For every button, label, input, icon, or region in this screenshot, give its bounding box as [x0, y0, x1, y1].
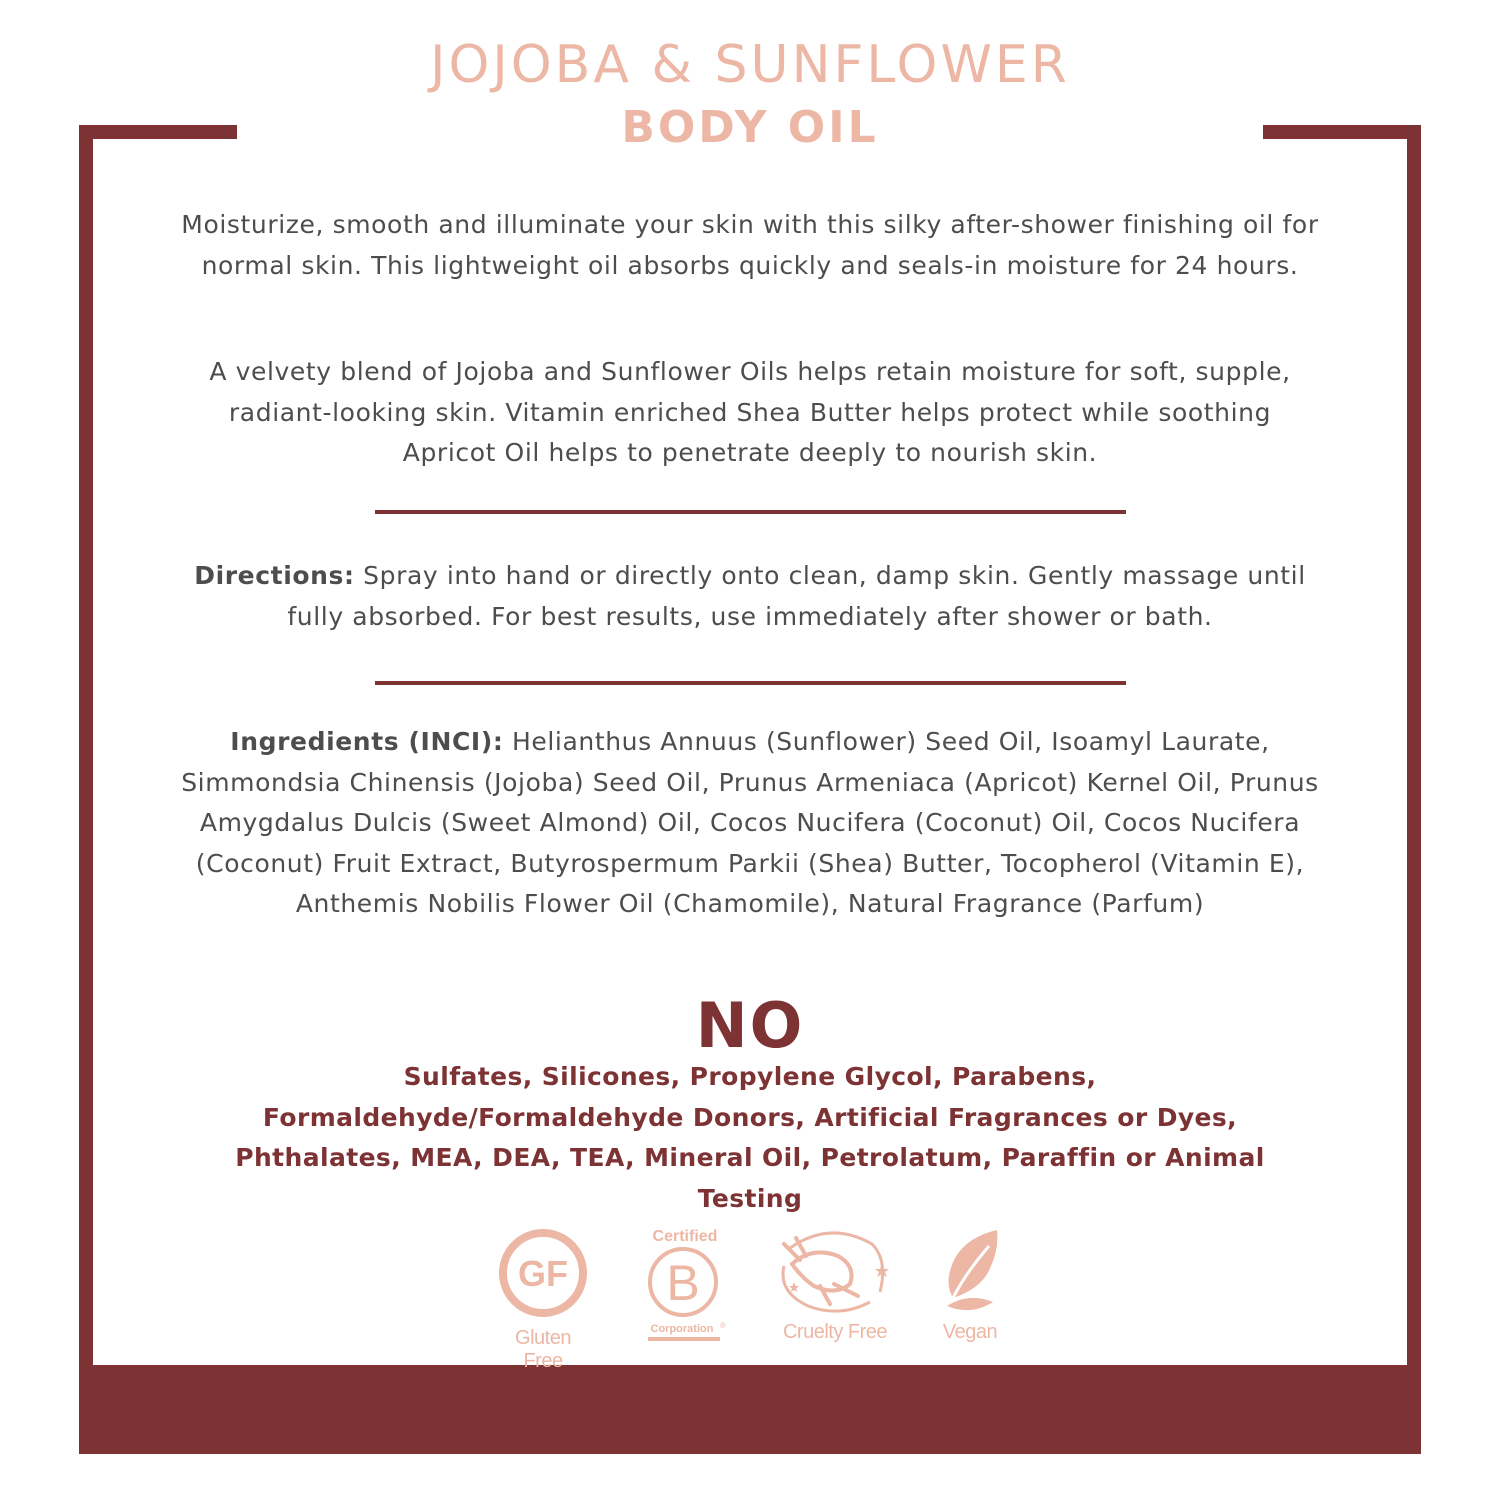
leaping-bunny-icon [770, 1226, 900, 1316]
gluten-free-label: Gluten Free [515, 1327, 571, 1372]
ingredients [180, 722, 1320, 925]
directions-label: Directions: [194, 561, 355, 590]
b-corp-top-label: Certified [652, 1228, 718, 1245]
divider-1 [375, 510, 1126, 514]
frame-right-edge [1407, 125, 1421, 1454]
gluten-free-icon [493, 1228, 593, 1322]
directions-text: Spray into hand or directly onto clean, damp skin. Gently massage until fully absorbed. For best results, use immediately after shower or bath. [287, 561, 1306, 631]
free-from-title: NO [695, 989, 805, 1062]
frame-bottom-band [79, 1365, 1421, 1454]
b-corp-registered: ® [720, 1321, 726, 1330]
ingredients-text: Helianthus Annuus (Sunflower) Seed Oil, Isoamyl Laurate, Simmondsia Chinensis (Jojoba) Seed Oil, Prunus Armeniaca (Apricot) Kernel Oil, Prunus Amygdalus Dulcis (Sweet Almond) Oil, Cocos Nucifera (Coconut) Oil, Cocos Nucifera (Coconut) Fruit Extract, Butyrospermum Parkii (Shea) Butter, Tocopherol (Vitamin E), Anthemis Nobilis Flower Oil (Chamomile), Natural Fragrance (Parfum) [181, 727, 1319, 918]
gluten-free-badge [493, 1228, 593, 1373]
vegan-badge [935, 1226, 1005, 1344]
leaf-icon [935, 1226, 1005, 1316]
b-corp-icon [640, 1224, 730, 1349]
product-subtitle: BODY OIL [621, 102, 879, 153]
gluten-free-mark: GF [518, 1253, 568, 1294]
cruelty-free-badge [770, 1226, 900, 1344]
ingredients-label: Ingredients (INCI): [230, 727, 504, 756]
vegan-label: Vegan [942, 1321, 998, 1343]
product-title: JOJOBA & SUNFLOWER [430, 35, 1070, 95]
directions [180, 556, 1320, 637]
description-paragraph-1: Moisturize, smooth and illuminate your skin with this silky after-shower finishing oil for normal skin. This lightweight oil absorbs quickly and seals-in moisture for 24 hours. [181, 210, 1319, 280]
description-paragraph-2: A velvety blend of Jojoba and Sunflower Oils helps retain moisture for soft, supple, radiant-looking skin. Vitamin enriched Shea Butter helps protect while soothing Apricot Oil helps to penetrate deeply to nourish skin. [209, 357, 1291, 467]
cruelty-free-label: Cruelty Free [782, 1321, 888, 1343]
divider-2 [375, 681, 1126, 685]
b-corp-badge [640, 1224, 730, 1354]
free-from-list: Sulfates, Silicones, Propylene Glycol, Parabens, Formaldehyde/Formaldehyde Donors, Artificial Fragrances or Dyes, Phthalates, MEA, DEA, TEA, Mineral Oil, Petrolatum, Paraffin or Animal Testing [235, 1062, 1265, 1213]
b-corp-mark: B [666, 1255, 700, 1311]
b-corp-bottom-label: Corporation [650, 1323, 714, 1335]
frame-left-edge [79, 125, 93, 1454]
